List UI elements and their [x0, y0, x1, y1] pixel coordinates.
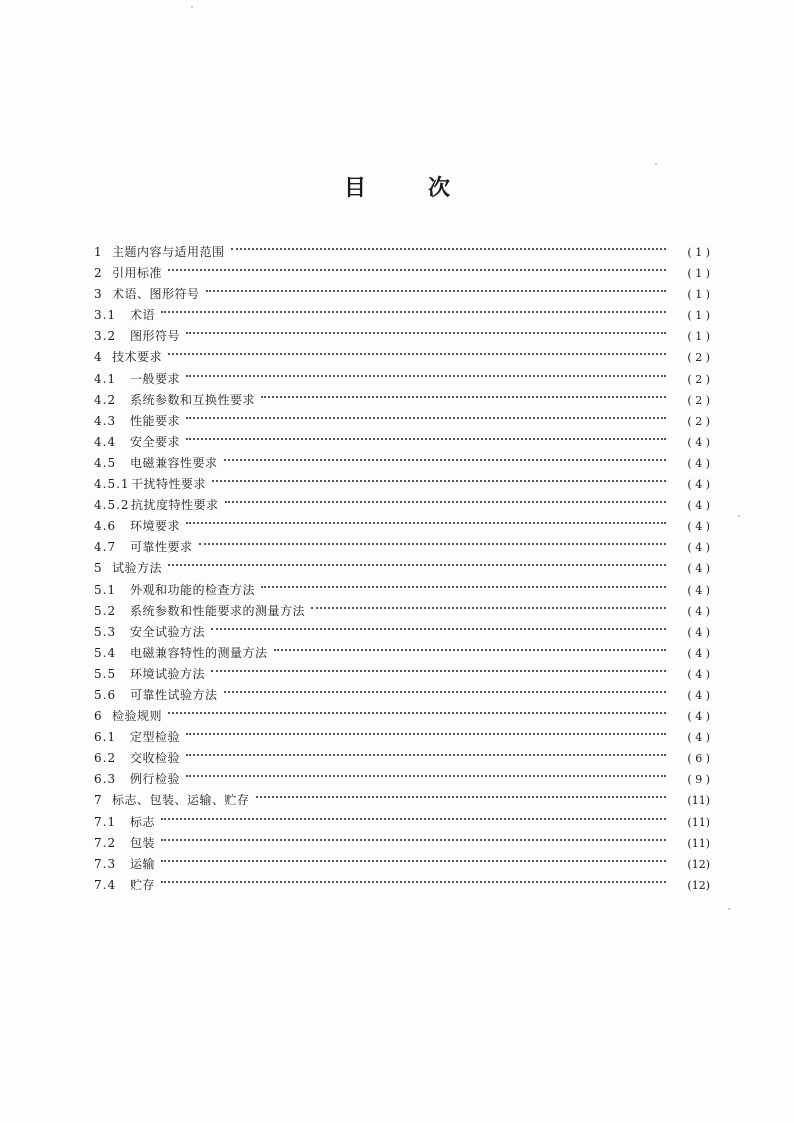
toc-entry-page: ( 1 ): [687, 309, 710, 323]
title-char-left: 目: [343, 176, 366, 201]
toc-entry[interactable]: [94, 277, 710, 302]
toc-entry[interactable]: [94, 868, 710, 892]
toc-dot-leader: [168, 699, 666, 720]
toc-entry[interactable]: [94, 298, 710, 323]
toc-dot-leader: [186, 762, 666, 783]
toc-entry[interactable]: [94, 847, 710, 871]
toc-entry-page: ( 4 ): [687, 731, 710, 745]
toc-entry-label: 引用标准: [112, 266, 163, 281]
toc-entry-page: ( 4 ): [687, 667, 710, 681]
toc-dot-leader: [206, 277, 666, 298]
toc-dot-leader: [186, 741, 666, 762]
toc-entry[interactable]: [94, 383, 710, 407]
toc-entry[interactable]: [94, 573, 710, 597]
toc-entry-label: 主题内容与适用范围: [112, 245, 225, 259]
toc-dot-leader: [186, 362, 666, 383]
toc-entry-label: 安全要求: [130, 434, 181, 449]
toc-entry-page: ( 4 ): [687, 583, 710, 597]
toc-entry[interactable]: [94, 805, 710, 829]
toc-dot-leader: [311, 594, 666, 615]
toc-dot-leader: [161, 847, 666, 868]
toc-entry-label: 环境要求: [130, 519, 181, 534]
toc-entry-label: 试验方法: [112, 561, 163, 576]
toc-entry-page: ( 4 ): [687, 625, 710, 639]
toc-entry-label: 术语、图形符号: [112, 287, 200, 302]
toc-dot-leader: [168, 256, 666, 277]
table-of-contents: [94, 235, 710, 892]
toc-entry-page: ( 2 ): [687, 414, 710, 428]
toc-entry-label: 环境试验方法: [130, 666, 206, 681]
toc-entry-page: ( 2 ): [687, 372, 710, 386]
toc-dot-leader: [212, 467, 666, 488]
toc-entry-label: 系统参数和性能要求的测量方法: [130, 603, 306, 618]
toc-dot-leader: [161, 805, 666, 826]
toc-entry-number: 4.2: [94, 392, 117, 407]
toc-entry-number: 7.3: [94, 856, 117, 871]
toc-entry-label: 一般要求: [130, 371, 181, 386]
toc-entry-page: ( 4 ): [687, 562, 710, 576]
toc-entry-number: 7.4: [94, 877, 117, 892]
toc-entry-page: ( 4 ): [687, 435, 710, 449]
toc-entry-number: 2: [94, 266, 103, 281]
toc-entry-page: ( 4 ): [687, 478, 710, 492]
toc-dot-leader: [256, 783, 666, 804]
toc-entry[interactable]: [94, 425, 710, 449]
toc-entry-page: (12): [687, 857, 710, 871]
scan-speck: [655, 163, 657, 165]
toc-entry-label: 定型检验: [130, 730, 181, 745]
toc-entry-page: ( 1 ): [687, 288, 710, 302]
toc-dot-leader: [161, 826, 666, 847]
toc-entry-page: (11): [687, 815, 710, 829]
toc-entry-number: 4.7: [94, 540, 117, 555]
toc-entry[interactable]: [94, 319, 710, 344]
toc-entry-number: 5.6: [94, 687, 117, 702]
toc-entry-label: 图形符号: [130, 329, 181, 344]
toc-entry[interactable]: [94, 362, 710, 386]
toc-entry-page: ( 1 ): [687, 267, 710, 281]
toc-entry[interactable]: [94, 530, 710, 555]
toc-entry[interactable]: [94, 256, 710, 281]
toc-entry-label: 抗扰度特性要求: [131, 498, 219, 513]
toc-entry-label: 包装: [130, 835, 156, 850]
toc-entry-label: 电磁兼容特性的测量方法: [130, 645, 268, 660]
toc-entry-page: ( 4 ): [687, 520, 710, 534]
toc-entry-number: 7.1: [94, 814, 117, 829]
toc-dot-leader: [199, 530, 666, 551]
toc-entry-number: 5.3: [94, 624, 117, 639]
toc-entry-page: ( 2 ): [687, 351, 710, 365]
toc-dot-leader: [161, 868, 666, 889]
toc-dot-leader: [224, 678, 666, 699]
toc-entry-page: ( 4 ): [687, 604, 710, 618]
toc-entry[interactable]: [94, 509, 710, 534]
toc-entry-number: 7.2: [94, 835, 117, 850]
toc-dot-leader: [274, 636, 666, 657]
toc-entry-number: 5.2: [94, 603, 117, 618]
toc-entry[interactable]: [94, 762, 710, 787]
toc-dot-leader: [211, 615, 666, 636]
toc-entry-label: 例行检验: [130, 772, 181, 787]
toc-dot-leader: [186, 404, 666, 425]
toc-entry-label: 检验规则: [112, 709, 163, 724]
toc-entry-number: 4.5.2: [94, 498, 130, 513]
toc-entry-label: 性能要求: [130, 413, 181, 428]
toc-dot-leader: [231, 235, 666, 256]
toc-dot-leader: [186, 720, 666, 741]
toc-entry[interactable]: [94, 783, 710, 808]
toc-entry-page: ( 4 ): [687, 710, 710, 724]
toc-entry-number: 4: [94, 350, 103, 365]
toc-entry-number: 4.1: [94, 371, 117, 386]
toc-entry-number: 7: [94, 793, 103, 808]
page-title: [0, 171, 794, 202]
toc-entry[interactable]: [94, 720, 710, 745]
toc-entry[interactable]: [94, 741, 710, 766]
toc-dot-leader: [225, 488, 666, 509]
toc-entry-number: 3.1: [94, 308, 117, 323]
toc-entry-number: 4.3: [94, 413, 117, 428]
toc-entry-label: 交收检验: [130, 751, 181, 766]
toc-entry-label: 安全试验方法: [130, 624, 206, 639]
title-char-right: 次: [428, 176, 451, 201]
toc-entry-number: 6.3: [94, 772, 117, 787]
toc-entry[interactable]: [94, 446, 710, 470]
toc-entry-page: (11): [687, 836, 710, 850]
toc-entry-page: ( 4 ): [687, 646, 710, 660]
toc-entry[interactable]: [94, 235, 710, 259]
toc-entry-number: 4.6: [94, 519, 117, 534]
toc-entry-number: 5.4: [94, 645, 117, 660]
toc-entry-number: 6.2: [94, 751, 117, 766]
scan-speck: [738, 515, 740, 517]
toc-entry-page: ( 4 ): [687, 499, 710, 513]
toc-entry[interactable]: [94, 404, 710, 428]
toc-entry-label: 标志: [130, 814, 156, 829]
toc-entry-label: 系统参数和互换性要求: [130, 392, 256, 407]
toc-entry-number: 5.1: [94, 582, 117, 597]
toc-entry-page: ( 9 ): [687, 773, 710, 787]
toc-entry-number: 4.5: [94, 455, 117, 470]
toc-entry[interactable]: [94, 826, 710, 850]
toc-entry-page: ( 1 ): [687, 330, 710, 344]
toc-entry[interactable]: [94, 340, 710, 365]
toc-dot-leader: [261, 573, 666, 594]
toc-entry-label: 可靠性试验方法: [130, 687, 218, 702]
toc-entry-label: 术语: [130, 308, 156, 323]
toc-entry-number: 3.2: [94, 329, 117, 344]
toc-dot-leader: [168, 551, 666, 572]
toc-dot-leader: [168, 340, 666, 361]
scan-speck: [191, 6, 193, 8]
toc-entry-page: ( 6 ): [687, 752, 710, 766]
toc-entry-number: 4.5.1: [94, 477, 130, 492]
toc-entry-number: 5: [94, 561, 103, 576]
toc-entry-label: 贮存: [130, 877, 156, 892]
toc-entry-number: 6.1: [94, 730, 117, 745]
toc-entry-label: 电磁兼容性要求: [130, 455, 218, 470]
toc-entry-label: 运输: [130, 856, 156, 871]
toc-dot-leader: [186, 509, 666, 530]
toc-dot-leader: [161, 298, 666, 319]
toc-dot-leader: [261, 383, 666, 404]
toc-entry-number: 4.4: [94, 434, 117, 449]
toc-entry-number: 3: [94, 287, 103, 302]
toc-entry-page: ( 1 ): [687, 246, 710, 259]
toc-entry-number: 1: [94, 245, 103, 259]
toc-entry[interactable]: [94, 551, 710, 576]
toc-entry-page: ( 4 ): [687, 688, 710, 702]
toc-entry-page: ( 4 ): [687, 456, 710, 470]
toc-dot-leader: [224, 446, 666, 467]
toc-entry[interactable]: [94, 699, 710, 724]
toc-entry-page: ( 4 ): [687, 541, 710, 555]
toc-entry-page: (11): [687, 794, 710, 808]
toc-entry-number: 5.5: [94, 666, 117, 681]
toc-entry-page: ( 2 ): [687, 393, 710, 407]
toc-entry-label: 可靠性要求: [130, 540, 193, 555]
toc-dot-leader: [211, 657, 666, 678]
scan-speck: [728, 908, 730, 910]
toc-entry-page: (12): [687, 878, 710, 892]
toc-entry-label: 技术要求: [112, 350, 163, 365]
toc-entry-label: 外观和功能的检查方法: [130, 582, 256, 597]
toc-entry-label: 标志、包装、运输、贮存: [112, 793, 250, 808]
toc-entry-label: 干扰特性要求: [131, 477, 207, 492]
toc-entry-number: 6: [94, 709, 103, 724]
toc-dot-leader: [186, 319, 666, 340]
toc-dot-leader: [186, 425, 666, 446]
